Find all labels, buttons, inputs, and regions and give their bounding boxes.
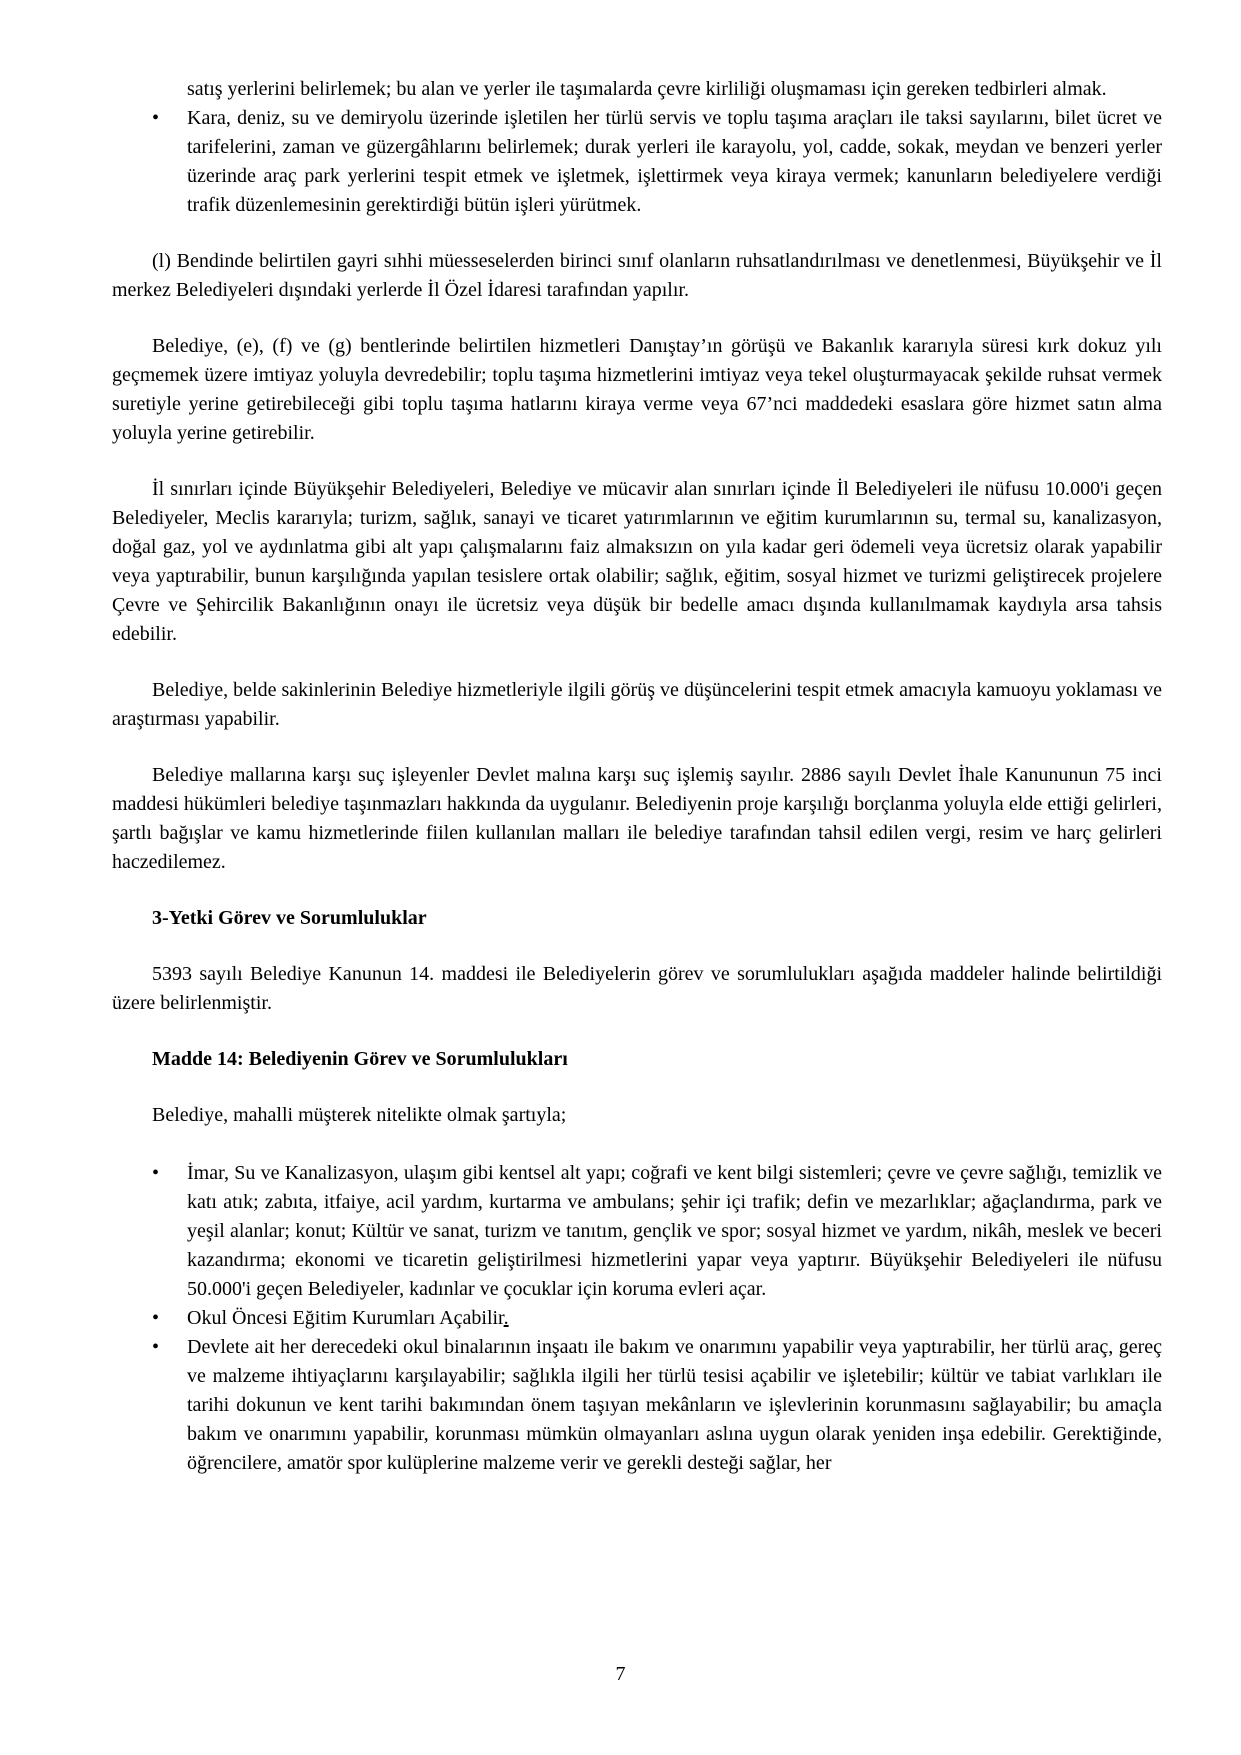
paragraph: (l) Bendinde belirtilen gayri sıhhi müesseselerden birinci sınıf olanların ruhsatlandırılması ve denetlenmesi, Büyükşehir ve İl merkez Belediyeleri dışındaki yerlerde İl Özel İdaresi tarafından yapılır. (112, 250, 1162, 301)
bullet-icon: • (152, 1162, 160, 1184)
document-page (112, 75, 1162, 1478)
page-number: 7 (615, 1663, 626, 1685)
bullet-icon: • (152, 1336, 160, 1358)
paragraph: Belediye mallarına karşı suç işleyenler Devlet malına karşı suç işlemiş sayılır. 2886 sayılı Devlet İhale Kanununun 75 inci maddesi hükümleri belediye taşınmazları hakkında da uygulanır. Belediyenin proje karşılığı borçlanma yoluyla elde ettiği gelirleri, şartlı bağışlar ve kamu hizmetlerinde fiilen kullanılan malları ile belediye tarafından tahsil edilen vergi, resim ve harç gelirleri haczedilemez. (112, 764, 1162, 873)
article-bullet-list (112, 1159, 1162, 1478)
paragraph: 5393 sayılı Belediye Kanunun 14. maddesi ile Belediyelerin görev ve sorumlulukları aşağıda maddeler halinde belirtildiği üzere belirlenmiştir. (112, 963, 1162, 1014)
continued-bullet-text: satış yerlerini belirlemek; bu alan ve yerler ile taşımalarda çevre kirliliği oluşmaması için gereken tedbirleri almak. (187, 78, 1107, 100)
paragraph: İl sınırları içinde Büyükşehir Belediyeleri, Belediye ve mücavir alan sınırları içinde İl Belediyeleri ile nüfusu 10.000'i geçen Belediyeler, Meclis kararıyla; turizm, sağlık, sanayi ve ticaret yatırımlarının ve eğitim kurumlarının su, termal su, kanalizasyon, doğal gaz, yol ve aydınlatma gibi alt yapı çalışmalarını faiz almaksızın on yıla kadar geri ödemeli veya ücretsiz olarak yapabilir veya yaptırabilir, bunun karşılığında yapılan tesislere ortak olabilir; sağlık, eğitim, sosyal hizmet ve turizmi geliştirecek projelere Çevre ve Şehircilik Bakanlığının onayı ile ücretsiz veya düşük bir bedelle amacı dışında kullanılmamak kaydıyla arsa tahsis edebilir. (112, 478, 1162, 645)
paragraph: Belediye, (e), (f) ve (g) bentlerinde belirtilen hizmetleri Danıştay’ın görüşü ve Bakanlık kararıyla süresi kırk dokuz yılı geçmemek üzere imtiyaz yoluyla devredebilir; toplu taşıma hizmetlerini imtiyaz veya tekel oluşturmayacak şekilde ruhsat vermek suretiyle yerine getirebileceği gibi toplu taşıma hatlarını kiraya verme veya 67’nci maddedeki esaslara göre hizmet satın alma yoluyla yerine getirebilir. (112, 335, 1162, 444)
underlined-period: . (503, 1307, 509, 1329)
section-heading: 3-Yetki Görev ve Sorumluluklar (152, 907, 427, 929)
top-bullet-list (112, 104, 1162, 220)
article-heading: Madde 14: Belediyenin Görev ve Sorumlulukları (152, 1048, 568, 1070)
article-intro: Belediye, mahalli müşterek nitelikte olmak şartıyla; (152, 1104, 567, 1126)
list-item (112, 1333, 1162, 1478)
list-item (112, 1304, 1162, 1333)
bullet-text: Okul Öncesi Eğitim Kurumları Açabilir (187, 1307, 504, 1329)
bullet-icon: • (152, 107, 160, 129)
paragraph: Belediye, belde sakinlerinin Belediye hizmetleriyle ilgili görüş ve düşüncelerini tespit etmek amacıyla kamuoyu yoklaması ve araştırması yapabilir. (112, 679, 1162, 730)
bullet-text: Kara, deniz, su ve demiryolu üzerinde işletilen her türlü servis ve toplu taşıma araçları ile taksi sayılarını, bilet ücret ve tarifelerini, zaman ve güzergâhlarını belirlemek; durak yerleri ile karayolu, yol, cadde, sokak, meydan ve benzeri yerler üzerinde araç park yerlerini tespit etmek ve işletmek, işlettirmek veya kiraya vermek; kanunların belediyelere verdiği trafik düzenlemesinin gerektirdiği bütün işleri yürütmek. (187, 107, 1162, 216)
bullet-text: Devlete ait her derecedeki okul binalarının inşaatı ile bakım ve onarımını yapabilir veya yaptırabilir, her türlü araç, gereç ve malzeme ihtiyaçlarını karşılayabilir; sağlıkla ilgili her türlü tesisi açabilir ve işletebilir; kültür ve tabiat varlıkları ile tarihi dokunun ve kent tarihi bakımından önem taşıyan mekânların ve işlevlerinin korunmasını sağlayabilir; bu amaçla bakım ve onarımını yapabilir, korunması mümkün olmayanları aslına uygun olarak yeniden inşa edebilir. Gerektiğinde, öğrencilere, amatör spor kulüplerine malzeme verir ve gerekli desteği sağlar, her (187, 1336, 1162, 1474)
bullet-icon: • (152, 1307, 160, 1329)
bullet-text: İmar, Su ve Kanalizasyon, ulaşım gibi kentsel alt yapı; coğrafi ve kent bilgi sistemleri; çevre ve çevre sağlığı, temizlik ve katı atık; zabıta, itfaiye, acil yardım, kurtarma ve ambulans; şehir içi trafik; defin ve mezarlıklar; ağaçlandırma, park ve yeşil alanlar; konut; Kültür ve sanat, turizm ve tanıtım, gençlik ve spor; sosyal hizmet ve yardım, nikâh, meslek ve beceri kazandırma; ekonomi ve ticaretin geliştirilmesi hizmetlerini yapar veya yaptırır. Büyükşehir Belediyeleri ile nüfusu 50.000'i geçen Belediyeler, kadınlar ve çocuklar için koruma evleri açar. (187, 1162, 1162, 1300)
list-item (112, 1159, 1162, 1304)
list-item (112, 104, 1162, 220)
